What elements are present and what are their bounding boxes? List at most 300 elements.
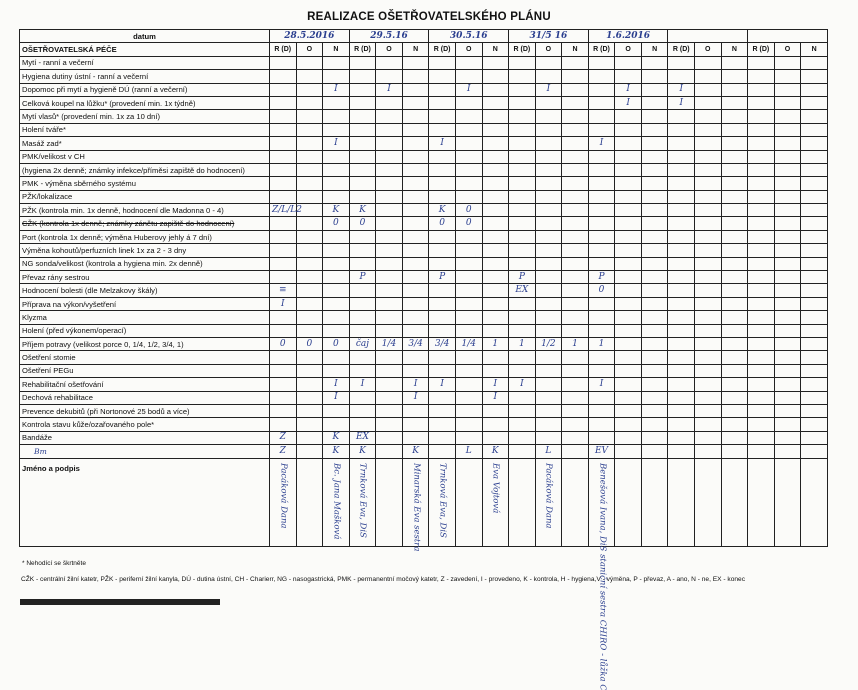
entry-cell[interactable] [801, 271, 828, 284]
entry-cell[interactable] [323, 297, 350, 310]
entry-cell[interactable] [588, 257, 615, 270]
entry-cell[interactable] [402, 56, 429, 69]
entry-cell[interactable]: 3/4 [402, 337, 429, 350]
entry-cell[interactable] [376, 364, 403, 377]
entry-cell[interactable] [509, 177, 536, 190]
entry-cell[interactable] [668, 324, 695, 337]
signature-cell[interactable] [402, 458, 429, 546]
entry-cell[interactable] [482, 217, 509, 230]
entry-cell[interactable] [615, 244, 642, 257]
entry-cell[interactable] [695, 190, 722, 203]
entry-cell[interactable] [748, 404, 775, 417]
entry-cell[interactable] [641, 163, 668, 176]
entry-cell[interactable] [270, 244, 297, 257]
entry-cell[interactable] [296, 217, 323, 230]
entry-cell[interactable] [402, 404, 429, 417]
entry-cell[interactable] [429, 56, 456, 69]
entry-cell[interactable]: I [668, 96, 695, 109]
entry-cell[interactable] [748, 391, 775, 404]
entry-cell[interactable] [695, 337, 722, 350]
entry-cell[interactable] [774, 391, 801, 404]
entry-cell[interactable] [721, 56, 748, 69]
entry-cell[interactable] [721, 163, 748, 176]
entry-cell[interactable] [270, 378, 297, 391]
entry-cell[interactable] [455, 431, 482, 444]
entry-cell[interactable] [376, 56, 403, 69]
entry-cell[interactable] [695, 257, 722, 270]
entry-cell[interactable] [615, 230, 642, 243]
entry-cell[interactable] [509, 70, 536, 83]
entry-cell[interactable] [509, 404, 536, 417]
entry-cell[interactable] [270, 150, 297, 163]
entry-cell[interactable]: 1/4 [455, 337, 482, 350]
entry-cell[interactable] [695, 445, 722, 458]
entry-cell[interactable] [641, 123, 668, 136]
entry-cell[interactable] [482, 364, 509, 377]
entry-cell[interactable] [668, 56, 695, 69]
entry-cell[interactable] [588, 204, 615, 217]
entry-cell[interactable]: I [668, 83, 695, 96]
entry-cell[interactable] [270, 137, 297, 150]
entry-cell[interactable]: 0 [455, 217, 482, 230]
entry-cell[interactable] [695, 378, 722, 391]
entry-cell[interactable] [429, 257, 456, 270]
entry-cell[interactable]: čaj [349, 337, 376, 350]
entry-cell[interactable]: I [588, 378, 615, 391]
entry-cell[interactable] [455, 271, 482, 284]
entry-cell[interactable] [270, 190, 297, 203]
entry-cell[interactable] [429, 351, 456, 364]
entry-cell[interactable] [748, 56, 775, 69]
entry-cell[interactable] [695, 364, 722, 377]
entry-cell[interactable] [535, 56, 562, 69]
entry-cell[interactable] [668, 70, 695, 83]
entry-cell[interactable] [641, 177, 668, 190]
entry-cell[interactable] [668, 271, 695, 284]
entry-cell[interactable] [641, 110, 668, 123]
entry-cell[interactable]: K [323, 204, 350, 217]
entry-cell[interactable] [509, 351, 536, 364]
entry-cell[interactable] [270, 56, 297, 69]
entry-cell[interactable] [376, 70, 403, 83]
entry-cell[interactable] [615, 404, 642, 417]
entry-cell[interactable]: I [429, 378, 456, 391]
entry-cell[interactable] [641, 311, 668, 324]
entry-cell[interactable]: I [323, 137, 350, 150]
entry-cell[interactable] [748, 177, 775, 190]
entry-cell[interactable] [323, 284, 350, 297]
entry-cell[interactable] [641, 445, 668, 458]
entry-cell[interactable] [668, 431, 695, 444]
entry-cell[interactable] [482, 324, 509, 337]
entry-cell[interactable] [455, 163, 482, 176]
entry-cell[interactable] [588, 123, 615, 136]
entry-cell[interactable] [588, 217, 615, 230]
entry-cell[interactable] [323, 364, 350, 377]
entry-cell[interactable]: Z [270, 431, 297, 444]
entry-cell[interactable] [402, 431, 429, 444]
entry-cell[interactable] [695, 110, 722, 123]
entry-cell[interactable] [774, 123, 801, 136]
entry-cell[interactable] [349, 163, 376, 176]
entry-cell[interactable] [349, 96, 376, 109]
entry-cell[interactable] [774, 56, 801, 69]
entry-cell[interactable] [774, 297, 801, 310]
entry-cell[interactable] [509, 257, 536, 270]
entry-cell[interactable] [695, 271, 722, 284]
entry-cell[interactable] [535, 324, 562, 337]
entry-cell[interactable] [641, 431, 668, 444]
entry-cell[interactable] [429, 404, 456, 417]
entry-cell[interactable] [774, 337, 801, 350]
entry-cell[interactable] [349, 110, 376, 123]
entry-cell[interactable] [376, 324, 403, 337]
entry-cell[interactable] [748, 110, 775, 123]
entry-cell[interactable] [748, 70, 775, 83]
entry-cell[interactable] [774, 257, 801, 270]
entry-cell[interactable] [748, 83, 775, 96]
entry-cell[interactable] [774, 284, 801, 297]
entry-cell[interactable] [535, 378, 562, 391]
entry-cell[interactable] [509, 244, 536, 257]
entry-cell[interactable] [349, 404, 376, 417]
entry-cell[interactable] [748, 271, 775, 284]
entry-cell[interactable] [641, 150, 668, 163]
entry-cell[interactable] [721, 204, 748, 217]
entry-cell[interactable] [641, 96, 668, 109]
entry-cell[interactable] [641, 244, 668, 257]
entry-cell[interactable]: I [402, 378, 429, 391]
entry-cell[interactable] [296, 418, 323, 431]
entry-cell[interactable] [801, 351, 828, 364]
entry-cell[interactable] [402, 177, 429, 190]
entry-cell[interactable] [588, 418, 615, 431]
signature-cell[interactable] [323, 458, 350, 546]
entry-cell[interactable] [615, 204, 642, 217]
entry-cell[interactable]: K [482, 445, 509, 458]
entry-cell[interactable] [535, 96, 562, 109]
entry-cell[interactable] [376, 137, 403, 150]
entry-cell[interactable] [668, 230, 695, 243]
entry-cell[interactable] [296, 110, 323, 123]
entry-cell[interactable] [376, 257, 403, 270]
entry-cell[interactable] [668, 257, 695, 270]
entry-cell[interactable] [721, 217, 748, 230]
entry-cell[interactable] [695, 391, 722, 404]
entry-cell[interactable] [535, 351, 562, 364]
entry-cell[interactable] [270, 123, 297, 136]
entry-cell[interactable] [721, 271, 748, 284]
entry-cell[interactable] [695, 163, 722, 176]
entry-cell[interactable] [349, 150, 376, 163]
entry-cell[interactable] [801, 337, 828, 350]
entry-cell[interactable]: P [429, 271, 456, 284]
entry-cell[interactable] [562, 404, 589, 417]
entry-cell[interactable]: I [455, 83, 482, 96]
entry-cell[interactable] [509, 123, 536, 136]
entry-cell[interactable] [535, 110, 562, 123]
entry-cell[interactable] [482, 110, 509, 123]
signature-cell[interactable] [588, 458, 615, 546]
entry-cell[interactable] [668, 244, 695, 257]
entry-cell[interactable] [296, 177, 323, 190]
entry-cell[interactable] [270, 177, 297, 190]
entry-cell[interactable] [721, 190, 748, 203]
entry-cell[interactable] [588, 83, 615, 96]
entry-cell[interactable]: K [402, 445, 429, 458]
entry-cell[interactable] [562, 150, 589, 163]
entry-cell[interactable] [535, 364, 562, 377]
entry-cell[interactable] [429, 431, 456, 444]
entry-cell[interactable] [296, 56, 323, 69]
entry-cell[interactable] [323, 190, 350, 203]
entry-cell[interactable] [695, 204, 722, 217]
entry-cell[interactable] [455, 70, 482, 83]
signature-cell[interactable] [721, 458, 748, 546]
entry-cell[interactable] [641, 271, 668, 284]
entry-cell[interactable] [349, 123, 376, 136]
entry-cell[interactable] [641, 324, 668, 337]
entry-cell[interactable] [721, 445, 748, 458]
entry-cell[interactable] [402, 137, 429, 150]
entry-cell[interactable] [402, 83, 429, 96]
entry-cell[interactable]: EV [588, 445, 615, 458]
entry-cell[interactable] [429, 163, 456, 176]
entry-cell[interactable] [482, 123, 509, 136]
entry-cell[interactable] [482, 137, 509, 150]
entry-cell[interactable] [774, 378, 801, 391]
entry-cell[interactable] [535, 150, 562, 163]
entry-cell[interactable] [721, 96, 748, 109]
signature-cell[interactable] [482, 458, 509, 546]
entry-cell[interactable] [801, 284, 828, 297]
entry-cell[interactable] [588, 391, 615, 404]
entry-cell[interactable] [801, 230, 828, 243]
entry-cell[interactable] [376, 244, 403, 257]
entry-cell[interactable] [349, 324, 376, 337]
entry-cell[interactable] [455, 297, 482, 310]
entry-cell[interactable] [296, 163, 323, 176]
entry-cell[interactable] [562, 70, 589, 83]
signature-cell[interactable] [668, 458, 695, 546]
entry-cell[interactable] [668, 337, 695, 350]
entry-cell[interactable] [482, 204, 509, 217]
entry-cell[interactable] [429, 83, 456, 96]
entry-cell[interactable] [376, 418, 403, 431]
entry-cell[interactable] [455, 257, 482, 270]
entry-cell[interactable] [270, 217, 297, 230]
entry-cell[interactable] [509, 418, 536, 431]
entry-cell[interactable] [721, 110, 748, 123]
entry-cell[interactable] [695, 311, 722, 324]
entry-cell[interactable] [801, 163, 828, 176]
signature-cell[interactable] [509, 458, 536, 546]
entry-cell[interactable] [535, 391, 562, 404]
entry-cell[interactable]: I [509, 378, 536, 391]
entry-cell[interactable] [509, 137, 536, 150]
entry-cell[interactable] [641, 364, 668, 377]
entry-cell[interactable] [588, 56, 615, 69]
entry-cell[interactable] [482, 96, 509, 109]
entry-cell[interactable] [509, 230, 536, 243]
entry-cell[interactable]: 3/4 [429, 337, 456, 350]
entry-cell[interactable] [482, 404, 509, 417]
entry-cell[interactable] [402, 190, 429, 203]
entry-cell[interactable] [774, 230, 801, 243]
entry-cell[interactable] [774, 96, 801, 109]
entry-cell[interactable]: I [323, 378, 350, 391]
entry-cell[interactable] [641, 257, 668, 270]
entry-cell[interactable] [748, 445, 775, 458]
signature-cell[interactable] [376, 458, 403, 546]
entry-cell[interactable] [562, 271, 589, 284]
entry-cell[interactable] [509, 150, 536, 163]
entry-cell[interactable] [641, 56, 668, 69]
entry-cell[interactable] [323, 324, 350, 337]
entry-cell[interactable] [615, 391, 642, 404]
entry-cell[interactable] [668, 123, 695, 136]
entry-cell[interactable] [615, 190, 642, 203]
entry-cell[interactable] [615, 324, 642, 337]
entry-cell[interactable] [402, 70, 429, 83]
entry-cell[interactable] [562, 190, 589, 203]
entry-cell[interactable] [376, 391, 403, 404]
entry-cell[interactable] [455, 311, 482, 324]
entry-cell[interactable] [270, 110, 297, 123]
entry-cell[interactable] [562, 204, 589, 217]
entry-cell[interactable] [429, 391, 456, 404]
signature-cell[interactable] [270, 458, 297, 546]
entry-cell[interactable] [323, 163, 350, 176]
entry-cell[interactable] [562, 311, 589, 324]
entry-cell[interactable] [376, 163, 403, 176]
entry-cell[interactable] [615, 418, 642, 431]
entry-cell[interactable] [668, 404, 695, 417]
entry-cell[interactable]: 0 [349, 217, 376, 230]
entry-cell[interactable] [323, 70, 350, 83]
entry-cell[interactable] [455, 190, 482, 203]
entry-cell[interactable] [455, 418, 482, 431]
entry-cell[interactable] [588, 110, 615, 123]
entry-cell[interactable] [296, 150, 323, 163]
signature-cell[interactable] [641, 458, 668, 546]
entry-cell[interactable] [695, 123, 722, 136]
entry-cell[interactable] [562, 137, 589, 150]
entry-cell[interactable] [562, 431, 589, 444]
entry-cell[interactable] [641, 351, 668, 364]
entry-cell[interactable]: K [429, 204, 456, 217]
entry-cell[interactable]: I [323, 391, 350, 404]
entry-cell[interactable] [402, 418, 429, 431]
entry-cell[interactable]: 1 [482, 337, 509, 350]
entry-cell[interactable] [349, 351, 376, 364]
entry-cell[interactable] [455, 351, 482, 364]
entry-cell[interactable] [376, 230, 403, 243]
entry-cell[interactable] [296, 190, 323, 203]
entry-cell[interactable]: K [349, 204, 376, 217]
entry-cell[interactable] [482, 83, 509, 96]
entry-cell[interactable] [429, 96, 456, 109]
entry-cell[interactable] [535, 431, 562, 444]
entry-cell[interactable] [615, 311, 642, 324]
entry-cell[interactable] [721, 150, 748, 163]
entry-cell[interactable] [296, 378, 323, 391]
entry-cell[interactable] [721, 351, 748, 364]
entry-cell[interactable] [748, 431, 775, 444]
entry-cell[interactable] [588, 364, 615, 377]
entry-cell[interactable] [296, 431, 323, 444]
entry-cell[interactable] [615, 70, 642, 83]
entry-cell[interactable] [615, 137, 642, 150]
entry-cell[interactable] [296, 257, 323, 270]
entry-cell[interactable] [774, 271, 801, 284]
entry-cell[interactable] [429, 311, 456, 324]
entry-cell[interactable]: I [535, 83, 562, 96]
entry-cell[interactable] [482, 257, 509, 270]
entry-cell[interactable] [455, 244, 482, 257]
entry-cell[interactable] [429, 230, 456, 243]
entry-cell[interactable]: I [615, 96, 642, 109]
entry-cell[interactable] [455, 404, 482, 417]
entry-cell[interactable] [482, 190, 509, 203]
entry-cell[interactable] [509, 217, 536, 230]
entry-cell[interactable] [801, 391, 828, 404]
signature-cell[interactable] [748, 458, 775, 546]
entry-cell[interactable] [270, 271, 297, 284]
entry-cell[interactable] [323, 257, 350, 270]
entry-cell[interactable] [270, 391, 297, 404]
entry-cell[interactable] [641, 83, 668, 96]
entry-cell[interactable] [801, 404, 828, 417]
entry-cell[interactable] [349, 190, 376, 203]
entry-cell[interactable] [668, 190, 695, 203]
entry-cell[interactable] [323, 244, 350, 257]
entry-cell[interactable]: K [323, 431, 350, 444]
entry-cell[interactable] [801, 110, 828, 123]
entry-cell[interactable] [668, 378, 695, 391]
entry-cell[interactable] [376, 445, 403, 458]
entry-cell[interactable] [695, 431, 722, 444]
entry-cell[interactable] [296, 70, 323, 83]
entry-cell[interactable] [376, 110, 403, 123]
entry-cell[interactable] [774, 244, 801, 257]
entry-cell[interactable] [535, 297, 562, 310]
entry-cell[interactable] [429, 123, 456, 136]
entry-cell[interactable] [482, 271, 509, 284]
entry-cell[interactable] [748, 137, 775, 150]
entry-cell[interactable] [615, 56, 642, 69]
entry-cell[interactable] [455, 391, 482, 404]
entry-cell[interactable] [535, 244, 562, 257]
entry-cell[interactable] [801, 137, 828, 150]
entry-cell[interactable]: I [588, 137, 615, 150]
entry-cell[interactable] [774, 324, 801, 337]
entry-cell[interactable] [323, 56, 350, 69]
entry-cell[interactable] [562, 391, 589, 404]
entry-cell[interactable] [721, 230, 748, 243]
entry-cell[interactable] [376, 190, 403, 203]
entry-cell[interactable] [376, 271, 403, 284]
entry-cell[interactable] [429, 297, 456, 310]
entry-cell[interactable] [376, 431, 403, 444]
entry-cell[interactable] [641, 230, 668, 243]
entry-cell[interactable] [509, 364, 536, 377]
entry-cell[interactable] [588, 297, 615, 310]
entry-cell[interactable] [455, 364, 482, 377]
entry-cell[interactable] [349, 230, 376, 243]
entry-cell[interactable] [455, 56, 482, 69]
entry-cell[interactable] [482, 150, 509, 163]
